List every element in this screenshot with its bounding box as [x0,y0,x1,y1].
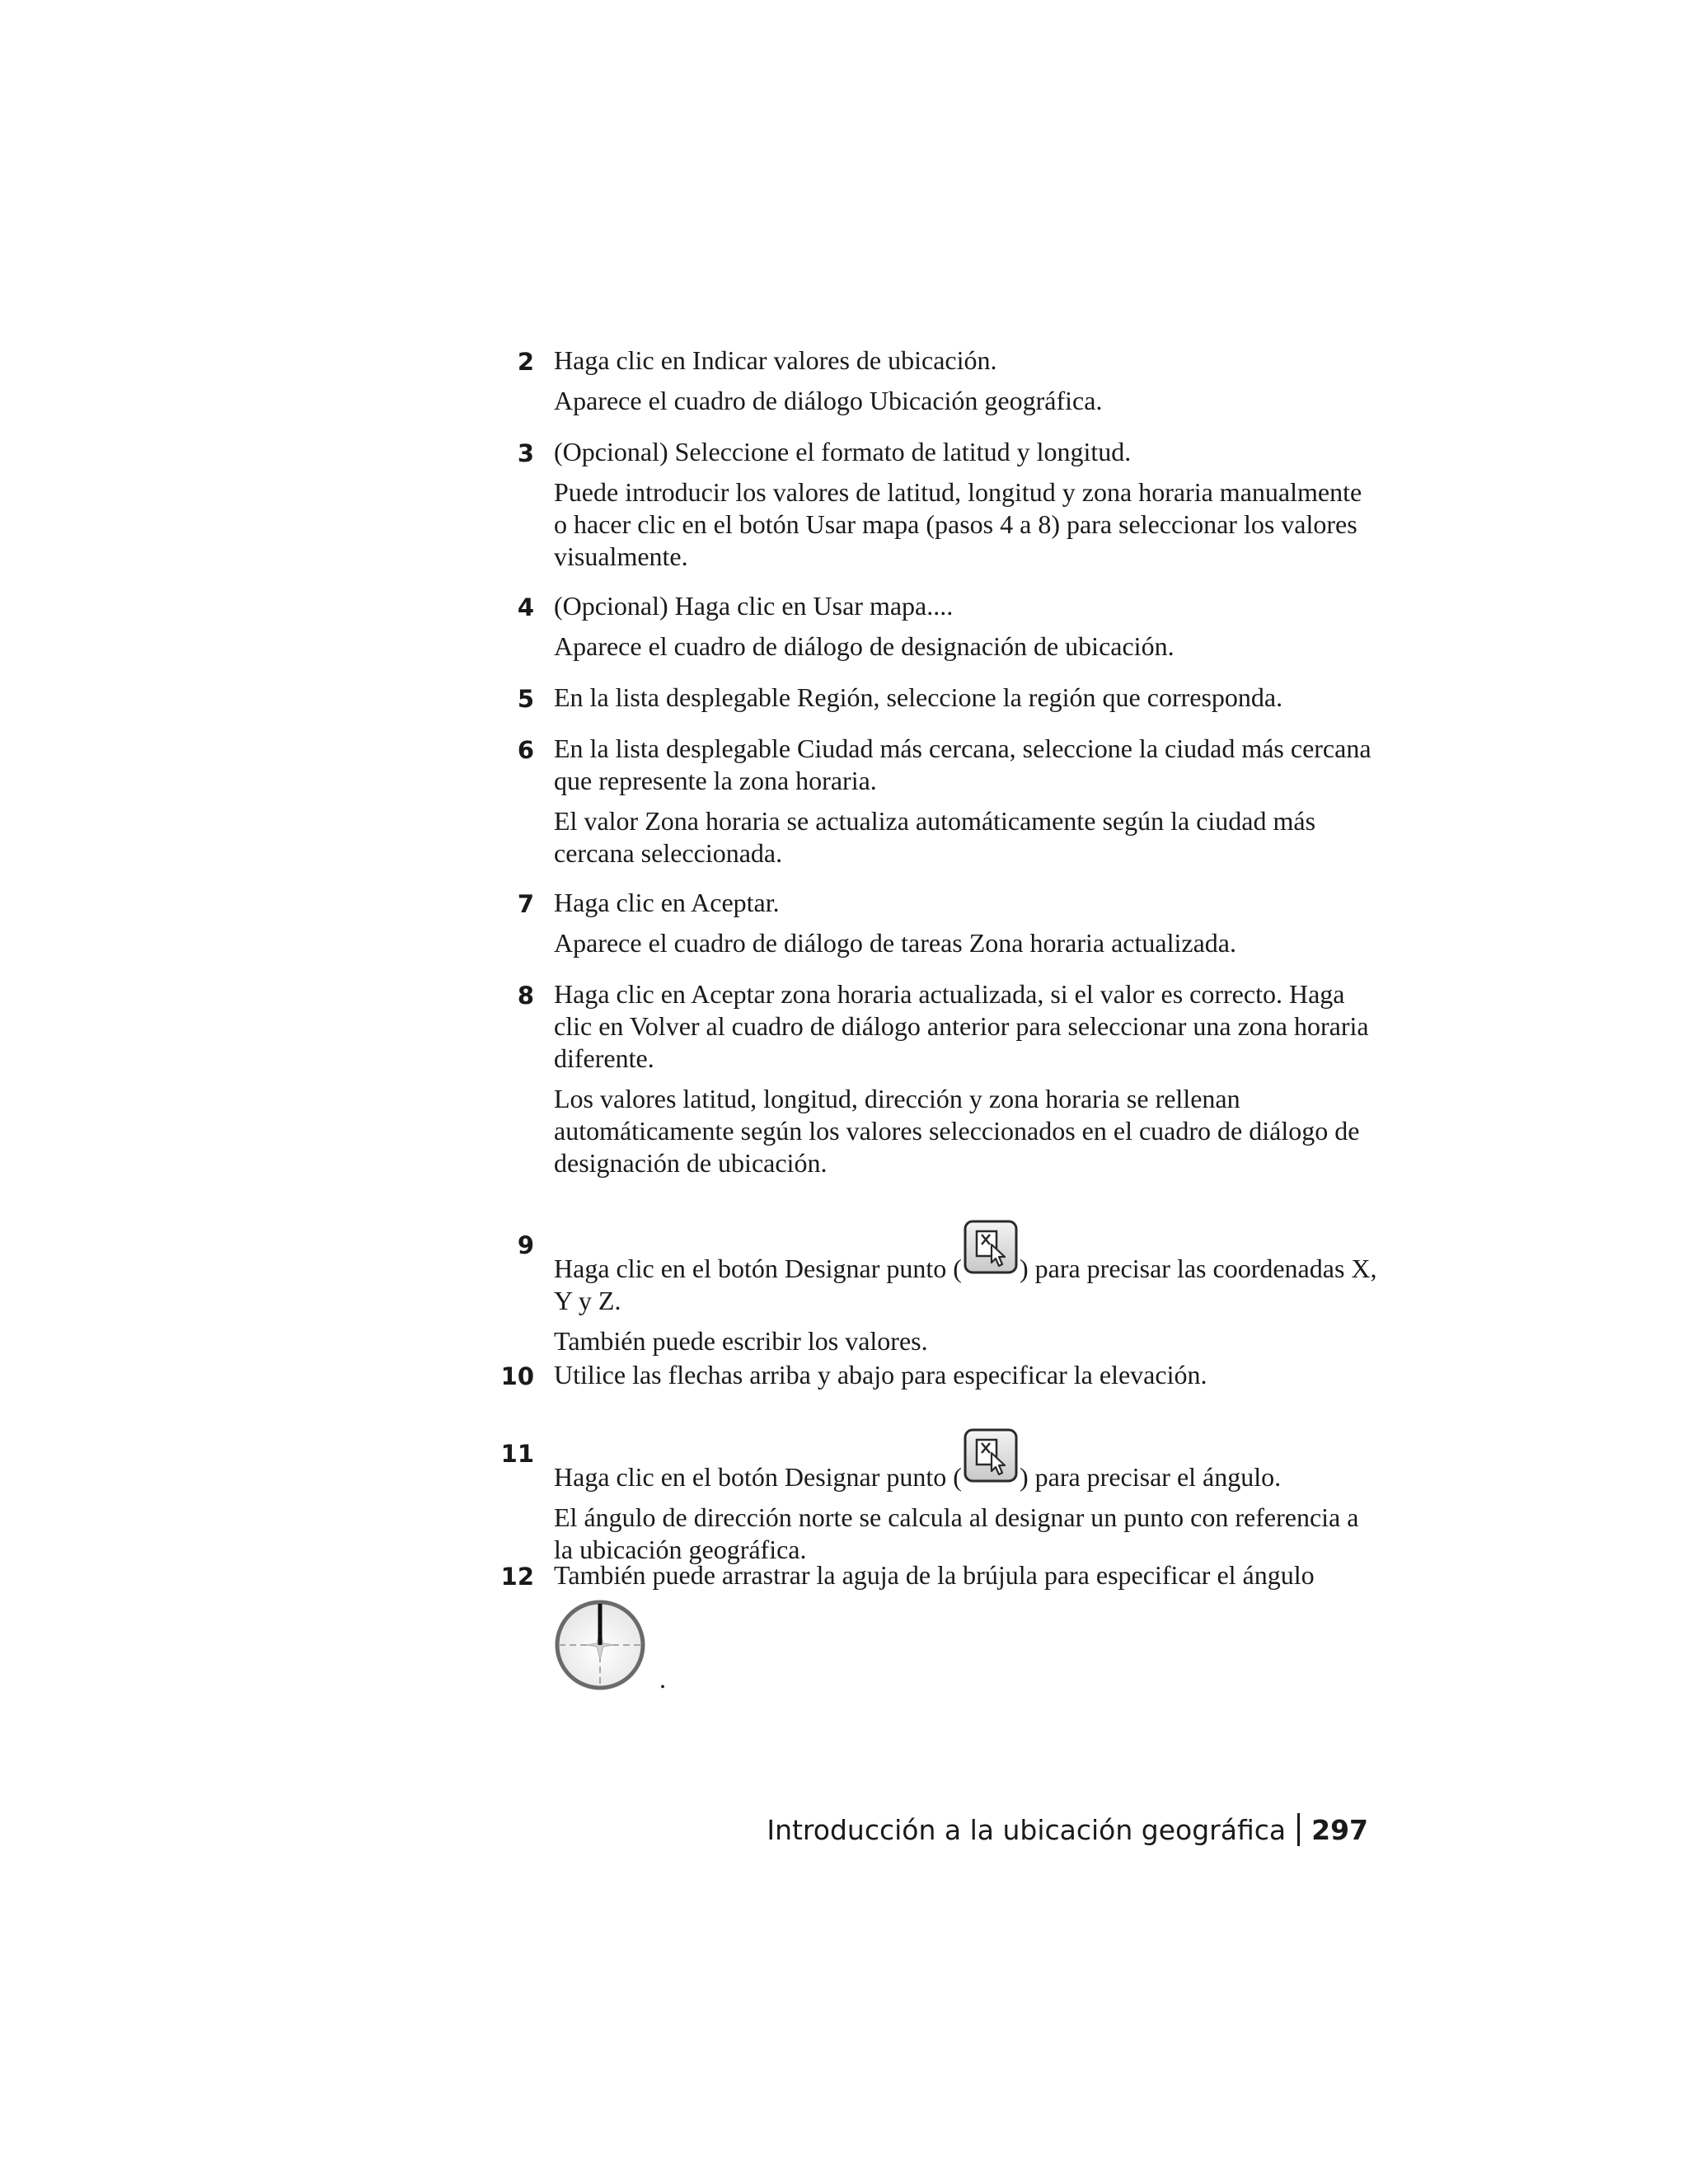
page-number: 297 [1311,1814,1368,1846]
step-note: El ángulo de dirección norte se calcula al designar un punto con referencia a la ubicación geográfica. [554,1502,1359,1564]
step-text: En la lista desplegable Región, seleccione la región que corresponda. [554,682,1283,712]
step-number: 10 [500,1362,534,1390]
step-note: Aparece el cuadro de diálogo de tareas Zona horaria actualizada. [554,928,1236,958]
step-number: 2 [517,348,534,376]
step-number: 6 [517,736,534,764]
step-number: 11 [500,1440,534,1468]
step-text: Utilice las flechas arriba y abajo para especificar la elevación. [554,1360,1207,1390]
step-text: Haga clic en Indicar valores de ubicación. [554,345,997,375]
step-number: 5 [517,685,534,713]
pick-point-icon [964,1220,1018,1274]
step-number: 7 [517,890,534,918]
step-note: El valor Zona horaria se actualiza automáticamente según la ciudad más cercana seleccionada. [554,806,1316,868]
step-number: 3 [517,439,534,467]
pick-point-icon [964,1428,1018,1483]
step-text: Haga clic en Aceptar. [554,888,780,917]
step-text: (Opcional) Seleccione el formato de latitud y longitud. [554,437,1132,466]
step-text-after: ) para precisar las coordenadas X, Y y Z. [554,1254,1377,1315]
step-number: 8 [517,982,534,1010]
trailing-period: . [659,1664,666,1694]
step-text-before: Haga clic en el botón Designar punto ( [554,1254,962,1283]
footer-title: Introducción a la ubicación geográfica [767,1814,1287,1846]
footer-separator [1297,1813,1300,1846]
step-number: 9 [517,1231,534,1259]
step-text [554,1436,1378,1493]
step-number: 4 [517,593,534,621]
step-text: Haga clic en Aceptar zona horaria actualizada, si el valor es correcto. Haga clic en Volver al cuadro de diálogo anterior para seleccionar una zona horaria diferente. [554,979,1369,1073]
step-number: 12 [500,1563,534,1591]
step-text: En la lista desplegable Ciudad más cercana, seleccione la ciudad más cercana que represente la zona horaria. [554,733,1372,795]
step-note: Los valores latitud, longitud, dirección y zona horaria se rellenan automáticamente según los valores seleccionados en el cuadro de diálogo de designación de ubicación. [554,1084,1360,1178]
page-footer [767,1813,1368,1847]
step-note: También puede escribir los valores. [554,1326,928,1356]
compass-icon [554,1599,646,1691]
step-note: Aparece el cuadro de diálogo Ubicación geográfica. [554,386,1103,415]
step-note: Aparece el cuadro de diálogo de designación de ubicación. [554,631,1175,661]
step-text [554,1228,1378,1317]
step-text: (Opcional) Haga clic en Usar mapa.... [554,591,954,621]
step-note: Puede introducir los valores de latitud, longitud y zona horaria manualmente o hacer clic en el botón Usar mapa (pasos 4 a 8) para seleccionar los valores visualmente. [554,477,1362,571]
step-text: También puede arrastrar la aguja de la brújula para especificar el ángulo [554,1560,1315,1590]
step-text-before: Haga clic en el botón Designar punto ( [554,1462,962,1492]
step-text-after: ) para precisar el ángulo. [1019,1462,1282,1492]
